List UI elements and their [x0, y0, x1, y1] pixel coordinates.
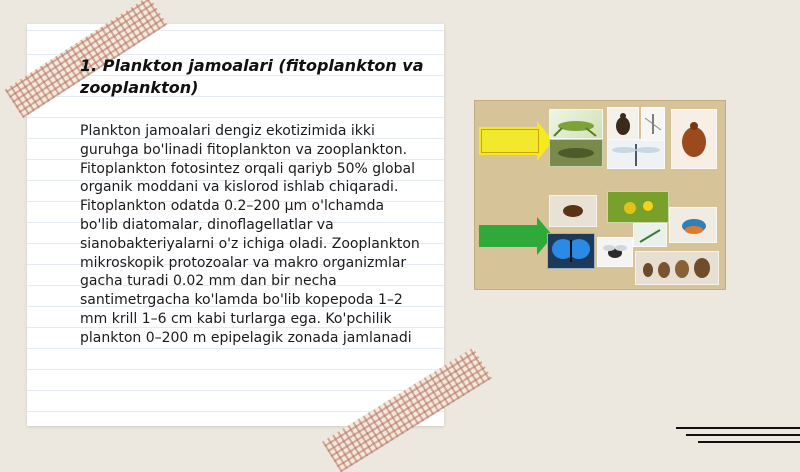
cockroach-icon [549, 195, 597, 227]
mosquito-icon [641, 107, 665, 141]
bedbug-icon [671, 109, 717, 169]
fly-icon [597, 237, 633, 267]
larvae-icon [635, 251, 719, 285]
dragonfly-icon [607, 139, 665, 169]
grasshopper-icon [549, 109, 603, 139]
kingfisher-bird-icon [669, 207, 717, 243]
decorative-line [676, 427, 800, 429]
decorative-line [698, 441, 800, 443]
butterfly-icon [547, 233, 595, 269]
ladybug-icon [607, 191, 669, 223]
slide-body-text: Plankton jamoalari dengiz ekotizimida ikki guruhga bo'linadi fitoplankton va zooplankton. Fitoplankton fotosintez orqali qariyb 50% global organik moddani va kislorod ishlab chiqaradi. Fitoplankton odatda 0.2–200 µm o'lchamda bo'lib diatomalar, dinoflagellatlar va sianobakteriyalarni o'z ichiga oladi. Zooplankton mikroskopik protozoalar va makro organizmlar gacha turadi 0.02 mm dan bir necha santimetrgacha ko'lamda bo'lib kopepoda 1–2 mm krill 1–6 cm kabi turlarga ega. Ko'pchilik plankton 0–200 m epipelagik zonada jamlanadi [80, 123, 420, 346]
collage-callout-label [481, 129, 539, 153]
decorative-line [686, 434, 800, 436]
insect-collage-image [474, 100, 726, 290]
grass-insect-icon [633, 223, 667, 247]
beetle-icon [607, 107, 639, 141]
cricket-icon [549, 139, 603, 167]
slide-title: 1. Plankton jamoalari (fitoplankton va zooplankton) [80, 56, 424, 97]
